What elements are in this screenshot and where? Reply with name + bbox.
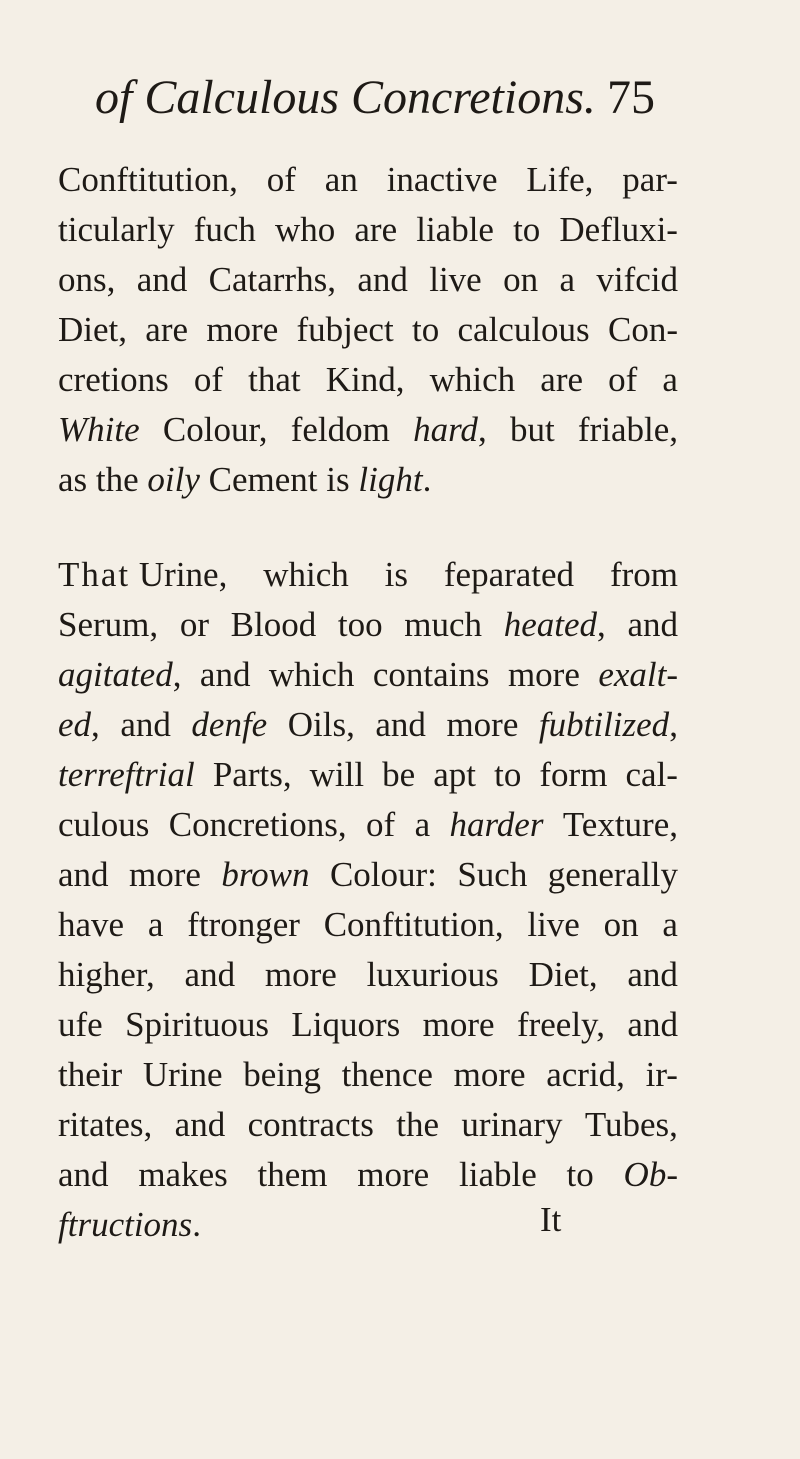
page-number: 75 bbox=[607, 71, 655, 124]
text-line: agitated, and which contains more exalt- bbox=[58, 655, 678, 694]
text-line: White Colour, feldom hard, but friable, bbox=[58, 410, 678, 449]
paragraph-2 bbox=[58, 550, 678, 1250]
catchword: It bbox=[540, 1200, 562, 1239]
body-text bbox=[58, 155, 678, 1250]
text-line: Serum, or Blood too much heated, and bbox=[58, 605, 678, 644]
text-line: their Urine being thence more acrid, ir- bbox=[58, 1055, 678, 1094]
text-line: ons, and Catarrhs, and live on a vifcid bbox=[58, 260, 678, 299]
text-line: and makes them more liable to Ob- bbox=[58, 1155, 678, 1194]
text-line: terreftrial Parts, will be apt to form cal- bbox=[58, 755, 678, 794]
text-line: ed, and denfe Oils, and more fubtilized, bbox=[58, 705, 678, 744]
text-line: culous Concretions, of a harder Texture, bbox=[58, 805, 678, 844]
text-line: ftructions. bbox=[58, 1205, 201, 1244]
running-title: of Calculous Concretions. bbox=[95, 71, 596, 124]
text-line: have a ftronger Conftitution, live on a bbox=[58, 905, 678, 944]
text-line: as the oily Cement is light. bbox=[58, 460, 432, 499]
paragraph-1 bbox=[58, 155, 678, 505]
text-line: ritates, and contracts the urinary Tubes, bbox=[58, 1105, 678, 1144]
text-line: cretions of that Kind, which are of a bbox=[58, 360, 678, 399]
page-header bbox=[95, 68, 655, 128]
text-line: ufe Spirituous Liquors more freely, and bbox=[58, 1005, 678, 1044]
text-line: That Urine, which is feparated from bbox=[58, 555, 678, 594]
text-line: Conftitution, of an inactive Life, par- bbox=[58, 160, 678, 199]
text-line: Diet, are more fubject to calculous Con- bbox=[58, 310, 678, 349]
text-line: ticularly fuch who are liable to Defluxi- bbox=[58, 210, 678, 249]
text-line: and more brown Colour: Such generally bbox=[58, 855, 678, 894]
text-line: higher, and more luxurious Diet, and bbox=[58, 955, 678, 994]
